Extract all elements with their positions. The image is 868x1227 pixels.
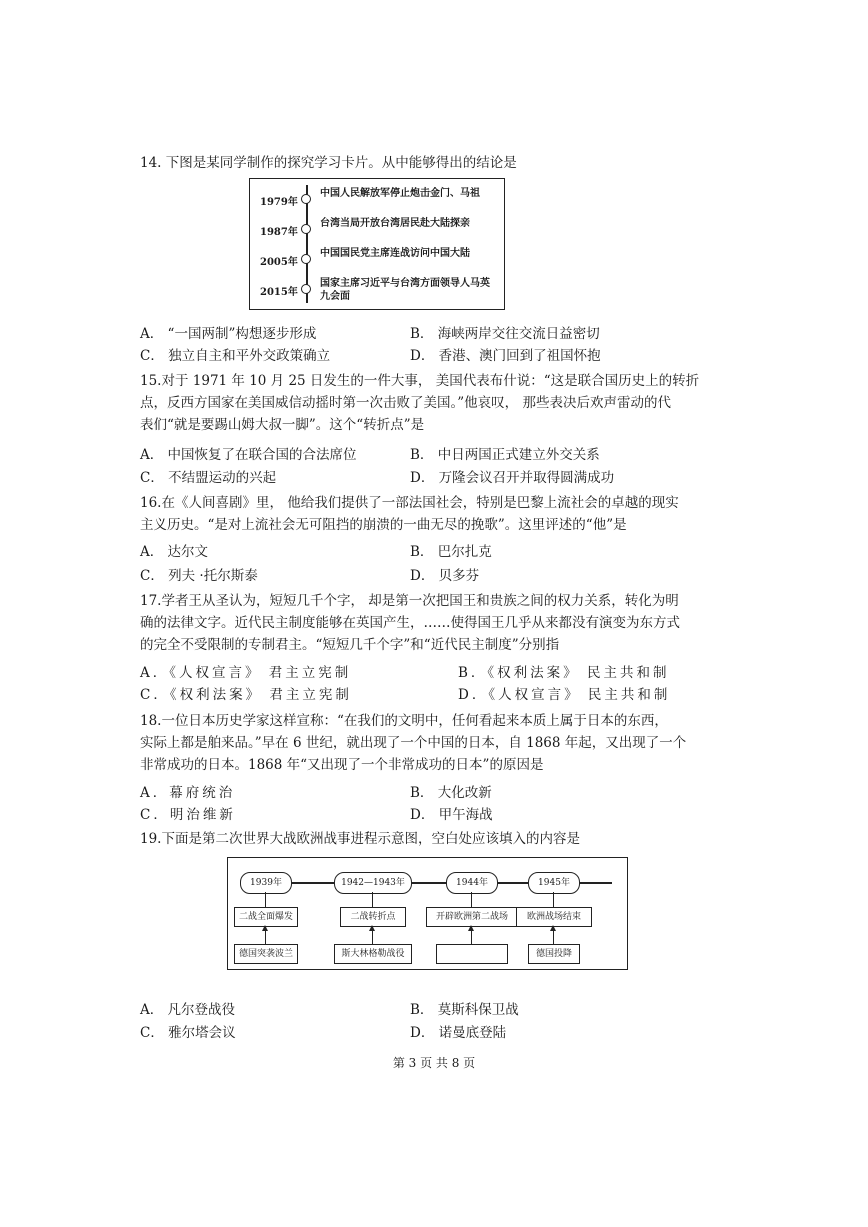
diagram-blank-box bbox=[436, 944, 508, 964]
q16-options-row-2 bbox=[140, 564, 740, 586]
timeline-year: 1987年 bbox=[260, 227, 298, 238]
stem-line: 确的法律文字。近代民主制度能够在英国产生，……使得国王几乎从来都没有演变为东方式 bbox=[140, 615, 680, 631]
q14-options-row-1 bbox=[140, 322, 740, 344]
diagram-event-box: 二战转折点 bbox=[340, 907, 406, 927]
timeline-text: 中国人民解放军停止炮击金门、马祖 bbox=[320, 188, 480, 199]
stem-line: 实际上都是舶来品。”早在 6 世纪，就出现了一个中国的日本，自 1868 年起，又出现了一个 bbox=[140, 735, 687, 751]
diagram-connector bbox=[471, 892, 472, 907]
timeline-text: 国家主席习近平与台湾方面领导人马英九会面 bbox=[320, 278, 490, 302]
q18-option-d[interactable]: D． 甲午海战 bbox=[410, 807, 493, 823]
timeline-year: 2005年 bbox=[260, 257, 298, 268]
q18-option-a[interactable]: A．幕府统治 bbox=[140, 785, 236, 801]
diagram-year: 1942—1943年 bbox=[334, 872, 412, 894]
arrow-up-icon bbox=[553, 926, 554, 944]
timeline-dot bbox=[301, 254, 311, 264]
q16-stem bbox=[140, 492, 740, 536]
diagram-event-box: 开辟欧洲第二战场 bbox=[426, 907, 518, 927]
q17-option-d[interactable]: D．《人权宣言》 民主共和制 bbox=[458, 687, 671, 703]
q15-option-d[interactable]: D． 万隆会议召开并取得圆满成功 bbox=[410, 470, 615, 486]
timeline-year: 2015年 bbox=[260, 287, 298, 298]
q17-stem bbox=[140, 590, 740, 656]
diagram-connector bbox=[553, 892, 554, 907]
q17-option-c[interactable]: C．《权利法案》 君主立宪制 bbox=[140, 687, 352, 703]
timeline-text: 中国国民党主席连战访问中国大陆 bbox=[320, 248, 470, 259]
q19-option-a[interactable]: A． 凡尔登战役 bbox=[140, 1002, 236, 1018]
q17-options-row-1 bbox=[140, 661, 740, 683]
q16-option-d[interactable]: D． 贝多芬 bbox=[410, 568, 480, 584]
q14-option-d[interactable]: D． 香港、澳门回到了祖国怀抱 bbox=[410, 348, 601, 364]
q15-options-row-1 bbox=[140, 443, 740, 465]
diagram-connector bbox=[372, 892, 373, 907]
timeline-year: 1979年 bbox=[260, 197, 298, 208]
q18-option-b[interactable]: B． 大化改新 bbox=[410, 785, 492, 801]
q19-war-process-diagram bbox=[227, 857, 628, 970]
q15-option-a[interactable]: A． 中国恢复了在联合国的合法席位 bbox=[140, 447, 357, 463]
diagram-cause-box: 斯大林格勒战役 bbox=[334, 944, 412, 964]
timeline-dot bbox=[301, 194, 311, 204]
q15-option-c[interactable]: C． 不结盟运动的兴起 bbox=[140, 470, 277, 486]
diagram-cause-box: 德国投降 bbox=[528, 944, 580, 964]
q15-options-row-2 bbox=[140, 466, 740, 488]
q18-options-row-1 bbox=[140, 781, 740, 803]
q16-option-a[interactable]: A． 达尔文 bbox=[140, 544, 209, 560]
q17-options-row-2 bbox=[140, 683, 740, 705]
q18-stem bbox=[140, 710, 740, 776]
q19-option-d[interactable]: D． 诺曼底登陆 bbox=[410, 1025, 507, 1041]
q14-stem: 14. 下图是某同学制作的探究学习卡片。从中能够得出的结论是 bbox=[140, 155, 517, 171]
diagram-connector bbox=[265, 892, 266, 907]
diagram-year: 1939年 bbox=[240, 872, 292, 894]
q19-stem: 19.下面是第二次世界大战欧洲战事进程示意图，空白处应该填入的内容是 bbox=[140, 831, 580, 847]
q19-options-row-2 bbox=[140, 1021, 740, 1043]
stem-line: 15.对于 1971 年 10 月 25 日发生的一件大事， 美国代表布什说：“这是联合国历史上的转折 bbox=[140, 373, 700, 389]
q19-options-row-1 bbox=[140, 998, 740, 1020]
q14-options-row-2 bbox=[140, 344, 740, 366]
timeline-item bbox=[260, 217, 500, 245]
timeline-item bbox=[260, 187, 500, 215]
stem-line: 主义历史。“是对上流社会无可阻挡的崩溃的一曲无尽的挽歌”。这里评述的“他”是 bbox=[140, 517, 627, 533]
diagram-year: 1945年 bbox=[528, 872, 580, 894]
q14-option-c[interactable]: C． 独立自主和平外交政策确立 bbox=[140, 348, 331, 364]
q14-option-a[interactable]: A． “一国两制”构想逐步形成 bbox=[140, 326, 317, 342]
stem-line: 的完全不受限制的专制君主。“短短几千个字”和“近代民主制度”分别指 bbox=[140, 637, 560, 653]
q18-options-row-2 bbox=[140, 803, 740, 825]
arrow-up-icon bbox=[372, 926, 373, 944]
diagram-year: 1944年 bbox=[446, 872, 498, 894]
q19-option-b[interactable]: B． 莫斯科保卫战 bbox=[410, 1002, 519, 1018]
arrow-up-icon bbox=[471, 926, 472, 944]
timeline-text: 台湾当局开放台湾居民赴大陆探亲 bbox=[320, 218, 470, 229]
stem-line: 表们“就是要踢山姆大叔一脚”。这个“转折点”是 bbox=[140, 417, 425, 433]
q14-timeline-card bbox=[249, 178, 505, 310]
stem-line: 18.一位日本历史学家这样宣称：“在我们的文明中，任何看起来本质上属于日本的东西， bbox=[140, 713, 668, 729]
q16-option-c[interactable]: C． 列夫 ·托尔斯泰 bbox=[140, 568, 258, 584]
diagram-event-box: 欧洲战场结束 bbox=[516, 907, 592, 927]
timeline-dot bbox=[301, 284, 311, 294]
timeline-dot bbox=[301, 224, 311, 234]
q15-option-b[interactable]: B． 中日两国正式建立外交关系 bbox=[410, 447, 600, 463]
q15-stem bbox=[140, 370, 740, 436]
stem-line: 点，反西方国家在美国威信动摇时第一次击败了美国。”他哀叹， 那些表决后欢声雷动的代 bbox=[140, 395, 671, 411]
timeline-item bbox=[260, 277, 500, 305]
stem-line: 16.在《人间喜剧》里， 他给我们提供了一部法国社会，特别是巴黎上流社会的卓越的现实 bbox=[140, 495, 679, 511]
page-footer: 第 3 页 共 8 页 bbox=[392, 1056, 476, 1070]
timeline-item bbox=[260, 247, 500, 275]
stem-line: 17.学者王从圣认为，短短几千个字， 却是第一次把国王和贵族之间的权力关系，转化为明 bbox=[140, 593, 679, 609]
arrow-up-icon bbox=[265, 926, 266, 944]
stem-line: 非常成功的日本。1868 年“又出现了一个非常成功的日本”的原因是 bbox=[140, 757, 544, 773]
diagram-cause-box: 德国突袭波兰 bbox=[234, 944, 298, 964]
diagram-event-box: 二战全面爆发 bbox=[234, 907, 298, 927]
q18-option-c[interactable]: C．明治维新 bbox=[140, 807, 236, 823]
q19-option-c[interactable]: C． 雅尔塔会议 bbox=[140, 1025, 236, 1041]
q17-option-a[interactable]: A．《人权宣言》 君主立宪制 bbox=[140, 665, 352, 681]
q14-option-b[interactable]: B． 海峡两岸交往交流日益密切 bbox=[410, 326, 600, 342]
q16-option-b[interactable]: B． 巴尔扎克 bbox=[410, 544, 492, 560]
q16-options-row-1 bbox=[140, 540, 740, 562]
q17-option-b[interactable]: B．《权利法案》 民主共和制 bbox=[458, 665, 670, 681]
